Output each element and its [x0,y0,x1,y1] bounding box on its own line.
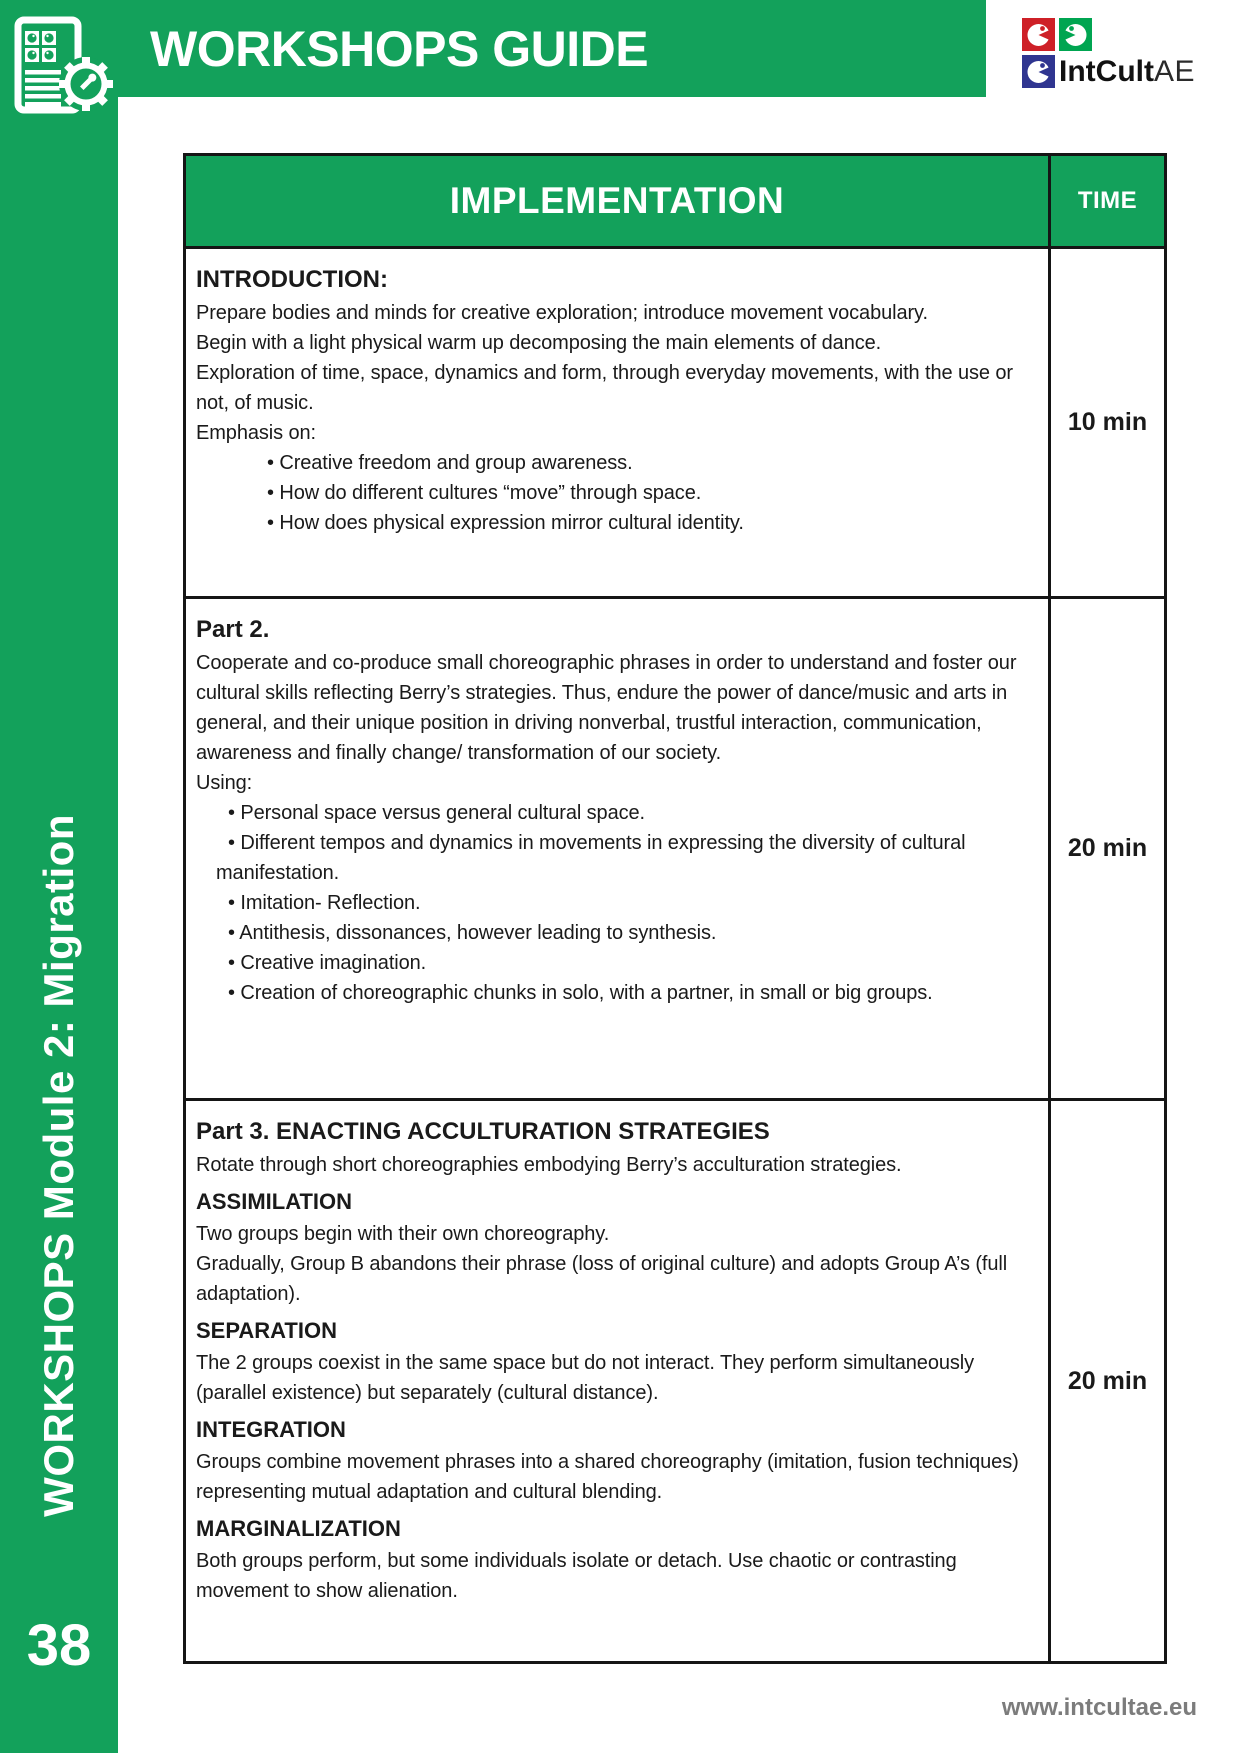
strategy-title: ASSIMILATION [196,1189,353,1214]
paragraph: The 2 groups coexist in the same space but do not interact. They perform simultaneously (parallel existence) but separately (cultural distance). [196,1352,975,1404]
time-header: TIME [1077,187,1138,214]
strategy-subsection [196,1316,1040,1408]
table-row-introduction [186,246,1164,596]
page-title: WORKSHOPS GUIDE [150,21,649,77]
bullet-item: • Creative imagination. [196,948,1040,978]
bullet-item: • Antithesis, dissonances, however leading to synthesis. [196,918,1040,948]
paragraph: Cooperate and co-produce small choreographic phrases in order to understand and foster our cultural skills reflecting Berry’s strategies. Thus, endure the power of dance/music and arts in general, and their unique position in driving nonverbal, trustful interaction, communication, awareness and finally change/ transformation of our society. [196,652,1017,764]
logo-text [1059,55,1195,88]
strategy-subsection [196,1514,1040,1606]
section-heading: INTRODUCTION: [196,266,388,293]
workshops-document-gear-icon [12,14,116,118]
bullet-item: • Personal space versus general cultural space. [196,798,1040,828]
logo-square-red-face-icon [1022,18,1055,51]
paragraph: Prepare bodies and minds for creative exploration; introduce movement vocabulary. [196,302,928,324]
part2-cell [186,599,1051,1098]
bullet-item: • Imitation- Reflection. [196,888,1040,918]
time-cell: 10 min [1067,408,1148,436]
paragraph: Emphasis on: [196,422,316,444]
sidebar-module-label [0,715,118,1615]
logo-text-light: AE [1153,55,1195,88]
bullet-list [196,448,1040,538]
intcultae-logo [1022,18,1195,88]
paragraph: Rotate through short choreographies embodying Berry’s acculturation strategies. [196,1154,902,1176]
paragraph: Both groups perform, but some individuals isolate or detach. Use chaotic or contrasting movement to show alienation. [196,1550,957,1602]
paragraph: Begin with a light physical warm up decomposing the main elements of dance. [196,332,882,354]
table-row-part3 [186,1098,1164,1661]
strategy-title: SEPARATION [196,1318,337,1343]
bullet-list [196,798,1040,1008]
implementation-header: IMPLEMENTATION [186,156,1051,246]
header-bar [0,0,986,97]
logo-square-green-face-icon [1059,18,1092,51]
logo-square-blue-face-icon [1022,55,1055,88]
strategy-title: INTEGRATION [196,1417,346,1442]
bullet-item: • Creation of choreographic chunks in solo, with a partner, in small or big groups. [196,978,1040,1008]
section-heading: Part 2. [196,616,270,643]
strategy-title: MARGINALIZATION [196,1516,401,1541]
strategy-subsection [196,1187,1040,1309]
part3-cell [186,1101,1051,1661]
introduction-cell [186,249,1051,596]
bullet-item: • Different tempos and dynamics in movements in expressing the diversity of cultural manifestation. [196,828,1040,888]
bullet-item: • Creative freedom and group awareness. [196,448,1040,478]
logo-text-bold: IntCult [1059,55,1154,88]
paragraph: Using: [196,772,253,794]
paragraph: Exploration of time, space, dynamics and form, through everyday movements, with the use or not, of music. [196,362,1013,414]
time-cell: 20 min [1067,834,1148,862]
table-header-row [186,156,1164,246]
page-number: 38 [26,1613,92,1678]
table-row-part2 [186,596,1164,1098]
implementation-table [183,153,1167,1664]
section-heading: Part 3. ENACTING ACCULTURATION STRATEGIES [196,1118,770,1145]
time-cell: 20 min [1067,1366,1148,1395]
sidebar-module-text: WORKSHOPS Module 2: Migration [35,813,82,1517]
sidebar [0,0,118,1753]
bullet-item: • How do different cultures “move” through space. [196,478,1040,508]
strategy-subsection [196,1415,1040,1507]
paragraph: Two groups begin with their own choreography. [196,1223,610,1245]
footer-url: www.intcultae.eu [1001,1694,1197,1721]
bullet-item: • How does physical expression mirror cultural identity. [196,508,1040,538]
paragraph: Groups combine movement phrases into a shared choreography (imitation, fusion techniques) representing mutual adaptation and cultural blending. [196,1451,1019,1503]
paragraph: Gradually, Group B abandons their phrase (loss of original culture) and adopts Group A’s (full adaptation). [196,1253,1008,1305]
